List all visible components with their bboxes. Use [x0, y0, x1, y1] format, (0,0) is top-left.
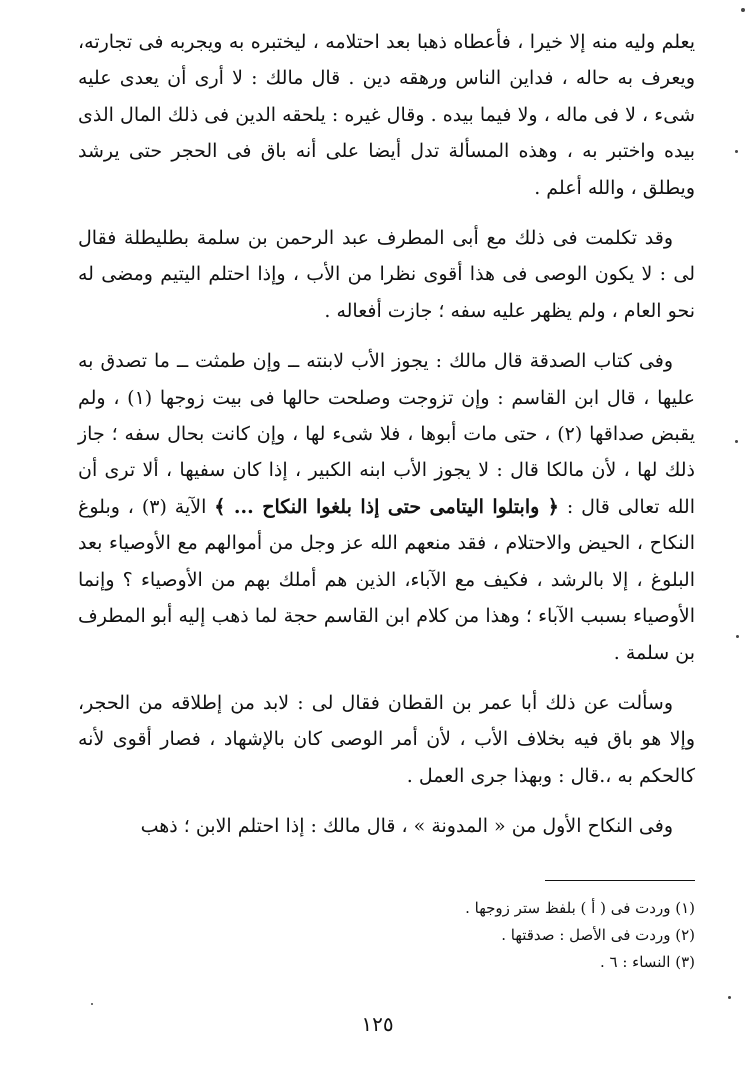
scan-speck: [736, 635, 739, 638]
footnote-3: (٣) النساء : ٦ .: [599, 953, 695, 971]
footnote-divider: [545, 880, 695, 881]
page-number: ١٢٥: [361, 1012, 394, 1036]
paragraph-5: [78, 808, 695, 844]
paragraph-1-text: يعلم وليه منه إلا خيرا ، فأعطاه ذهبا بعد احتلامه ، ليختبره به ويجربه فى تجارته، ويعرف به حاله ، فداين الناس ورهقه دين . قال مالك : لا أرى أن يعدى عليه شىء ، لا فى ماله ، ولا فيما بيده . وقال غيره : يلحقه الدين فى ذلك المال الذى بيده واختبر به ، وهذه المسألة تدل أيضا على أنه باق فى الحجر حتى يرشد ويطلق ، والله أعلم .: [78, 31, 695, 199]
footnote-2: (٢) وردت فى الأصل : صدقتها .: [501, 926, 695, 944]
quran-quote: ﴿ وابتلوا اليتامى حتى إذا بلغوا النكاح ... ﴾: [214, 495, 559, 518]
scan-speck: [741, 8, 745, 12]
scan-speck: [735, 440, 738, 443]
paragraph-3-text-a: وفى كتاب الصدقة قال مالك : يجوز الأب لابنته ــ وإن طمثت ــ ما تصدق به عليها ، قال ابن القاسم : وإن تزوجت وصلحت حالها فى بيت زوجها (١) ، ولم يقبض صداقها (٢) ، حتى مات أبوها ، فلا شىء لها ، وإن كانت بحال سفه ؛ جاز ذلك لها ، لأن مالكا قال : لا يجوز الأب ابنه الكبير ، إذا كان سفيها ، ألا ترى أن الله تعالى قال :: [78, 350, 695, 518]
paragraph-4-text: وسألت عن ذلك أبا عمر بن القطان فقال لى : لابد من إطلاقه من الحجر، وإلا هو باق فيه بخلاف الأب ، لأن أمر الوصى كان بالإشهاد ، فصار أقوى لأنه كالحكم به ،.قال : وبهذا جرى العمل .: [78, 691, 695, 787]
paragraph-4: [78, 685, 695, 794]
scan-speck: [728, 996, 731, 999]
main-text: [78, 24, 695, 845]
footnotes: [200, 895, 695, 976]
paragraph-1: [78, 24, 695, 206]
paragraph-3-text-b: الآية (٣) ، وبلوغ النكاح ، الحيض والاحتلام ، فقد منعهم الله عز وجل من أموالهم مع الأوصياء بعد البلوغ ، إلا بالرشد ، فكيف مع الآباء، الذين هم أملك بهم من الأوصياء ؟ وإنما الأوصياء بسبب الآباء ؛ وهذا من كلام ابن القاسم حجة لما ذهب إليه أبو المطرف بن سلمة .: [78, 495, 695, 664]
scan-speck: [91, 1003, 93, 1005]
paragraph-2: [78, 220, 695, 329]
scan-speck: [735, 150, 738, 153]
footnote-1: (١) وردت فى ( أ ) بلفظ ستر زوجها .: [465, 899, 695, 917]
paragraph-5-text: وفى النكاح الأول من « المدونة » ، قال مالك : إذا احتلم الابن ؛ ذهب: [140, 815, 673, 838]
paragraph-2-text: وقد تكلمت فى ذلك مع أبى المطرف عبد الرحمن بن سلمة بطليطلة فقال لى : لا يكون الوصى فى هذا أقوى نظرا من الأب ، وإذا احتلم اليتيم ومضى له نحو العام ، ولم يظهر عليه سفه ؛ جازت أفعاله .: [78, 227, 695, 322]
paragraph-3: [78, 343, 695, 671]
